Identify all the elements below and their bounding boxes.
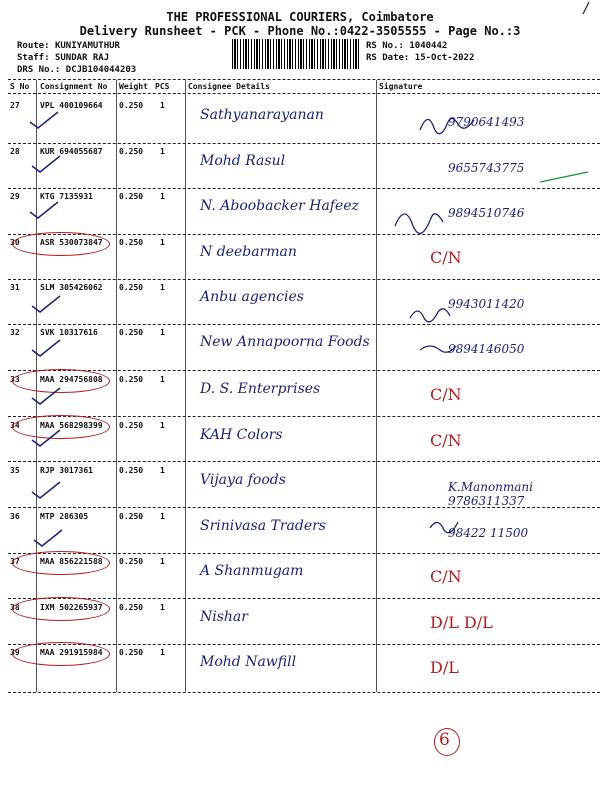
signature-scribble [420, 346, 456, 352]
row-weight: 0.250 [119, 603, 144, 612]
row-signature: 9894510746 [448, 206, 525, 220]
row-consignment: MAA 568298399 [40, 421, 103, 430]
row-consignment: MAA 294756808 [40, 375, 103, 384]
row-consignment: MAA 291915984 [40, 648, 103, 657]
row-pcs: 1 [160, 466, 165, 475]
signature-scribble [395, 214, 443, 234]
rs-no-value: 1040442 [409, 41, 448, 51]
row-signature: C/N [430, 385, 462, 404]
row-consignee: Mohd Rasul [200, 153, 286, 169]
row-consignee: Mohd Nawfill [200, 654, 297, 670]
row-weight: 0.250 [119, 101, 144, 110]
row-consignee: KAH Colors [200, 427, 283, 443]
row-signature: 98422 11500 [448, 526, 529, 540]
col-signature: Signature [379, 82, 423, 91]
row-weight: 0.250 [119, 375, 144, 384]
col-consignment: Consignment No [40, 82, 108, 91]
pen-stroke [583, 2, 589, 14]
rs-date-label: RS Date: [366, 53, 410, 63]
col-weight: Weight [119, 82, 148, 91]
drs-label: DRS No.: [17, 65, 61, 75]
row-consignment: SLM 305426062 [40, 283, 103, 292]
row-pcs: 1 [160, 603, 165, 612]
row-consignment: ASR 530073847 [40, 238, 103, 247]
row-sno: 35 [10, 466, 20, 475]
row-weight: 0.250 [119, 192, 144, 201]
staff-value: SUNDAR RAJ [54, 53, 110, 63]
row-pcs: 1 [160, 421, 165, 430]
rs-date-value: 15-Oct-2022 [414, 53, 475, 63]
checkmark-icon [32, 482, 60, 498]
row-signature: C/N [430, 248, 462, 267]
row-consignee: Anbu agencies [200, 289, 304, 305]
row-signature: D/L [430, 658, 459, 677]
row-weight: 0.250 [119, 328, 144, 337]
row-signature: C/N [430, 567, 462, 586]
row-consignee: D. S. Enterprises [200, 381, 321, 397]
row-consignee: Srinivasa Traders [200, 518, 326, 534]
row-sno: 31 [10, 283, 20, 292]
rs-no-label: RS No.: [366, 41, 404, 51]
row-pcs: 1 [160, 648, 165, 657]
row-consignee: Sathyanarayanan [200, 107, 324, 123]
row-consignment: MTP 286305 [40, 512, 89, 521]
row-signature: 9655743775 [448, 161, 525, 175]
row-weight: 0.250 [119, 283, 144, 292]
signature-scribble [430, 522, 458, 533]
row-sno: 36 [10, 512, 20, 521]
col-sno: S No [10, 82, 30, 91]
row-sno: 30 [10, 238, 20, 247]
signature-scribble [410, 309, 450, 322]
row-weight: 0.250 [119, 466, 144, 475]
route-value: KUNIYAMUTHUR [54, 41, 120, 51]
pen-stroke [540, 172, 588, 182]
checkmark-icon [32, 296, 60, 312]
route-label: Route: [17, 41, 50, 51]
checkmark-icon [32, 388, 60, 404]
checkmark-icon [30, 202, 58, 218]
row-consignee: N. Aboobacker Hafeez [200, 198, 359, 214]
row-pcs: 1 [160, 512, 165, 521]
row-sno: 34 [10, 421, 20, 430]
row-sno: 37 [10, 557, 20, 566]
row-pcs: 1 [160, 238, 165, 247]
staff-label: Staff: [17, 53, 50, 63]
checkmark-icon [34, 530, 62, 546]
col-consignee: Consignee Details [188, 82, 270, 91]
row-sno: 38 [10, 603, 20, 612]
row-consignee: N deebarman [200, 244, 297, 260]
row-consignment: KTG 7135931 [40, 192, 93, 201]
row-consignee: A Shanmugam [200, 563, 304, 579]
row-sno: 32 [10, 328, 20, 337]
row-consignee: New Annapoorna Foods [200, 334, 370, 350]
row-pcs: 1 [160, 328, 165, 337]
page-title: THE PROFESSIONAL COURIERS, Coimbatore [166, 10, 434, 24]
page-subtitle: Delivery Runsheet - PCK - Phone No.:0422-3505555 - Page No.:3 [79, 24, 521, 38]
row-consignee: Vijaya foods [200, 472, 286, 488]
row-consignment: MAA 856221588 [40, 557, 103, 566]
row-consignment: RJP 3017361 [40, 466, 93, 475]
page-mark: 6 [439, 730, 450, 750]
row-pcs: 1 [160, 101, 165, 110]
row-pcs: 1 [160, 147, 165, 156]
row-consignment: IXM 502265937 [40, 603, 103, 612]
checkmark-icon [30, 112, 58, 128]
row-weight: 0.250 [119, 648, 144, 657]
checkmark-icon [32, 156, 60, 172]
row-pcs: 1 [160, 375, 165, 384]
row-consignment: SVK 10317616 [40, 328, 98, 337]
row-signature: K.Manonmani 9786311337 [448, 480, 534, 508]
row-sno: 28 [10, 147, 20, 156]
row-pcs: 1 [160, 557, 165, 566]
row-signature: 9894146050 [448, 342, 525, 356]
row-pcs: 1 [160, 283, 165, 292]
row-signature: 9943011420 [448, 297, 525, 311]
row-weight: 0.250 [119, 147, 144, 156]
row-signature: D/L D/L [430, 613, 493, 632]
col-pcs: PCS [155, 82, 170, 91]
row-signature: 9790641493 [448, 115, 525, 129]
row-sno: 39 [10, 648, 20, 657]
row-consignee: Nishar [200, 609, 248, 625]
row-weight: 0.250 [119, 238, 144, 247]
row-weight: 0.250 [119, 512, 144, 521]
row-weight: 0.250 [119, 557, 144, 566]
row-consignment: VPL 400109664 [40, 101, 103, 110]
row-pcs: 1 [160, 192, 165, 201]
row-consignment: KUR 694055687 [40, 147, 103, 156]
row-sno: 29 [10, 192, 20, 201]
row-signature: C/N [430, 431, 462, 450]
row-sno: 33 [10, 375, 20, 384]
checkmark-icon [32, 340, 60, 356]
row-weight: 0.250 [119, 421, 144, 430]
signature-scribble [420, 118, 474, 133]
drs-value: DCJB104044203 [65, 65, 137, 75]
row-sno: 27 [10, 101, 20, 110]
checkmark-icon [32, 430, 60, 446]
